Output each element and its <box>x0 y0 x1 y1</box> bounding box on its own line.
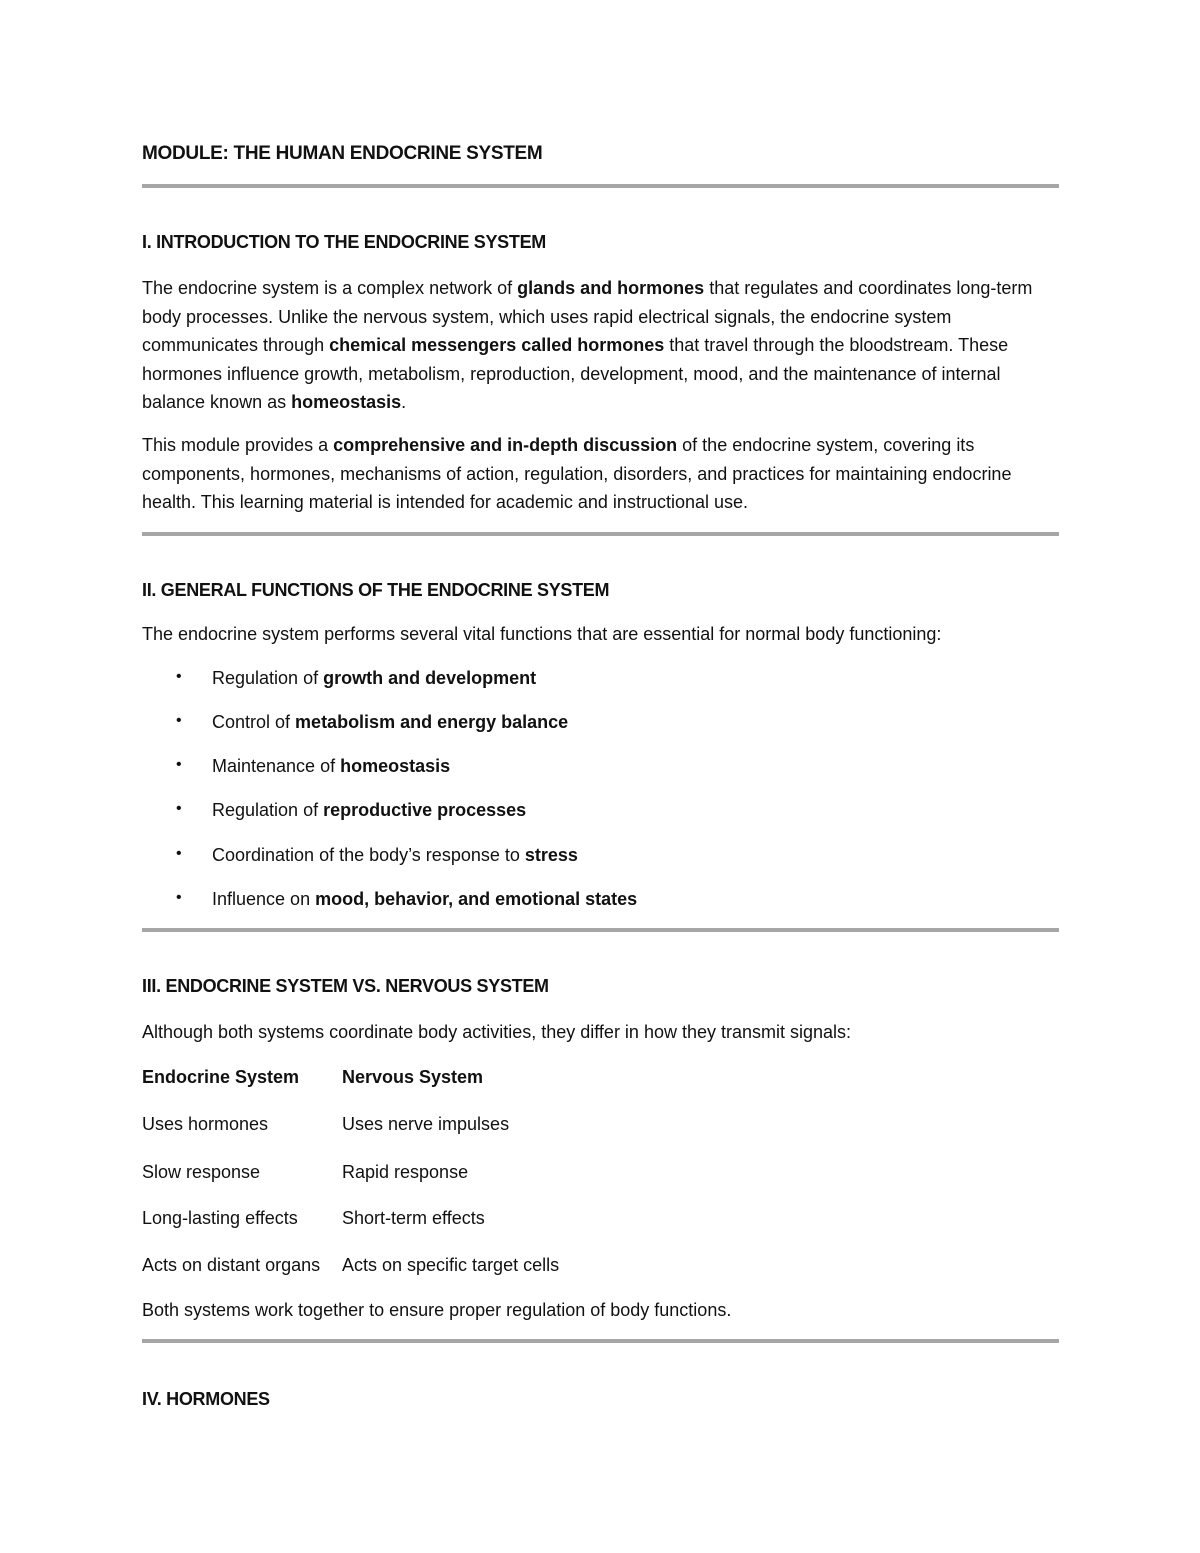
bullet-icon: • <box>176 845 182 862</box>
section-heading-comparison: III. ENDOCRINE SYSTEM VS. NERVOUS SYSTEM <box>142 976 549 996</box>
divider <box>142 184 1059 188</box>
emphasis-run: stress <box>524 845 578 865</box>
text-run: that regulates and coordinates long-term body processes. Unlike the nervous system, which uses rapid electrical signals, the endocrine system communicates through <box>142 278 1033 355</box>
table-cell: Long-lasting effects <box>142 1208 298 1228</box>
table-cell: Slow response <box>142 1162 261 1182</box>
emphasis-run: comprehensive and in-depth discussion <box>333 435 678 455</box>
divider <box>142 928 1059 932</box>
section-heading-introduction: I. INTRODUCTION TO THE ENDOCRINE SYSTEM <box>142 232 546 252</box>
text-run: . <box>401 392 407 412</box>
text-run: This module provides a <box>142 435 334 455</box>
bullet-icon: • <box>176 756 182 773</box>
emphasis-run: chemical messengers called hormones <box>329 335 665 355</box>
comparison-closing: Both systems work together to ensure proper regulation of body functions. <box>142 1300 732 1320</box>
table-cell: Short-term effects <box>342 1208 485 1228</box>
text-run: of the endocrine system, covering its components, hormones, mechanisms of action, regulation, disorders, and practices for maintaining endocrine health. This learning material is intended for academic and instructional use. <box>142 435 1012 512</box>
text-run: Influence on <box>212 889 316 909</box>
table-cell: Uses hormones <box>142 1114 269 1134</box>
divider <box>142 1339 1059 1343</box>
table-header-nervous: Nervous System <box>342 1067 484 1087</box>
emphasis-run: homeostasis <box>291 392 402 412</box>
text-run: Regulation of <box>212 668 324 688</box>
bullet-icon: • <box>176 889 182 906</box>
emphasis-run: growth and development <box>323 668 537 688</box>
table-cell: Acts on distant organs <box>142 1255 321 1275</box>
bullet-icon: • <box>176 668 182 685</box>
section-heading-functions: II. GENERAL FUNCTIONS OF THE ENDOCRINE SYSTEM <box>142 580 610 600</box>
intro-paragraph-2 <box>142 431 1059 517</box>
emphasis-run: reproductive processes <box>323 800 527 820</box>
table-header-endocrine: Endocrine System <box>142 1067 300 1087</box>
document-title: MODULE: THE HUMAN ENDOCRINE SYSTEM <box>142 143 543 164</box>
text-run: Coordination of the body’s response to <box>212 845 525 865</box>
text-run: Regulation of <box>212 800 324 820</box>
emphasis-run: homeostasis <box>340 756 451 776</box>
emphasis-run: mood, behavior, and emotional states <box>315 889 638 909</box>
emphasis-run: metabolism and energy balance <box>295 712 569 732</box>
table-cell: Rapid response <box>342 1162 469 1182</box>
emphasis-run: glands and hormones <box>517 278 705 298</box>
intro-paragraph-1 <box>142 274 1059 417</box>
bullet-icon: • <box>176 712 182 729</box>
text-run: Maintenance of <box>212 756 341 776</box>
comparison-intro: Although both systems coordinate body activities, they differ in how they transmit signals: <box>142 1022 852 1042</box>
section-heading-hormones: IV. HORMONES <box>142 1389 270 1409</box>
bullet-icon: • <box>176 800 182 817</box>
table-cell: Uses nerve impulses <box>342 1114 510 1134</box>
text-run: that travel through the bloodstream. These hormones influence growth, metabolism, reproduction, development, mood, and the maintenance of internal balance known as <box>142 335 1009 412</box>
text-run: The endocrine system is a complex network of <box>142 278 518 298</box>
divider <box>142 532 1059 536</box>
text-run: Control of <box>212 712 296 732</box>
functions-intro: The endocrine system performs several vital functions that are essential for normal body functioning: <box>142 624 942 644</box>
table-cell: Acts on specific target cells <box>342 1255 560 1275</box>
